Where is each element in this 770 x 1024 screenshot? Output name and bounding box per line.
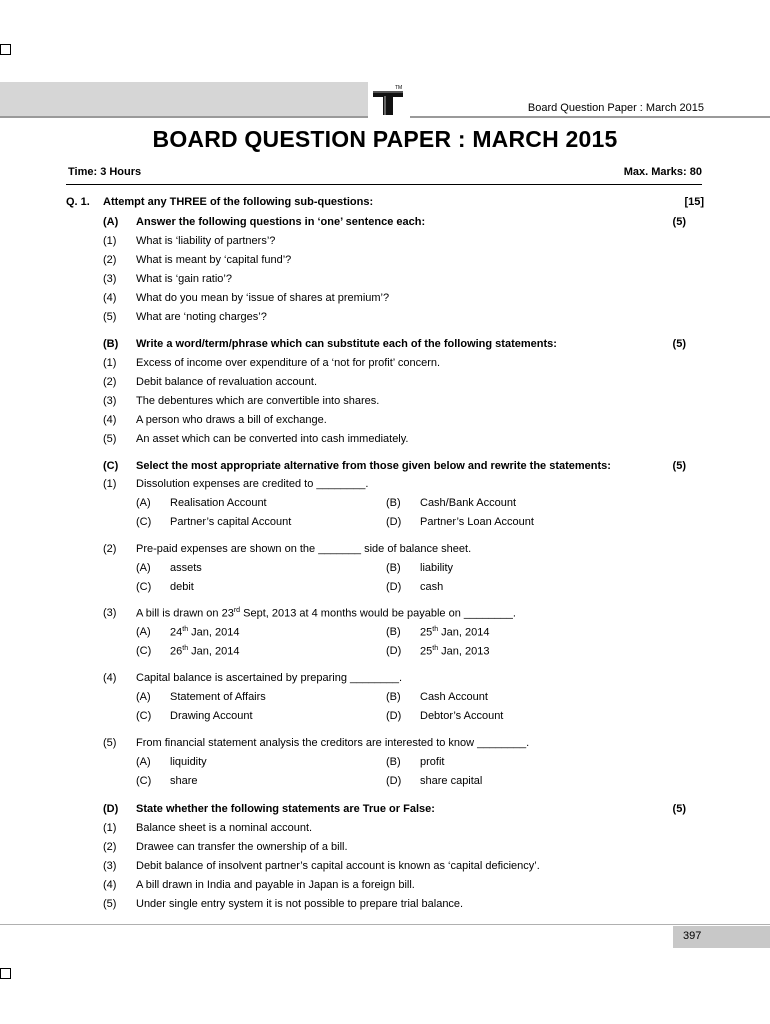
item-number: (4) [103, 414, 117, 426]
answer-option [136, 691, 356, 707]
item-number: (4) [103, 672, 117, 684]
option-day: 24 [170, 626, 183, 639]
publisher-logo [368, 82, 410, 118]
crop-mark-top [0, 44, 11, 55]
item-number: (2) [103, 543, 117, 555]
item-text: A person who draws a bill of exchange. [136, 414, 327, 426]
section-marks: (5) [672, 338, 686, 350]
option-text: Cash Account [420, 691, 488, 703]
option-date-rest: Jan, 2014 [188, 626, 240, 639]
section-heading [103, 803, 686, 819]
ordinal-suffix: th [432, 626, 439, 633]
option-letter: (C) [136, 581, 152, 593]
list-item [103, 395, 686, 411]
option-text: assets [170, 562, 202, 574]
list-item [103, 898, 686, 914]
option-text: Debtor’s Account [420, 710, 504, 722]
option-letter: (A) [136, 691, 151, 703]
option-letter: (A) [136, 756, 151, 768]
list-item [103, 273, 686, 289]
option-text: cash [420, 581, 444, 593]
option-text: share [170, 775, 198, 787]
question-marks: [15] [684, 196, 704, 208]
option-text: Drawing Account [170, 710, 253, 722]
ordinal-suffix: th [182, 645, 189, 652]
question-1-header [66, 196, 704, 212]
list-item [103, 292, 686, 308]
item-number: (5) [103, 311, 117, 323]
answer-option [136, 756, 356, 772]
option-text: liquidity [170, 756, 207, 768]
item-number: (3) [103, 607, 117, 619]
answer-option [386, 775, 606, 791]
section-label: (C) [103, 460, 119, 472]
answer-option [386, 516, 606, 532]
option-text: Statement of Affairs [170, 691, 266, 703]
item-text: What is ‘gain ratio’? [136, 273, 232, 285]
option-date-rest: Jan, 2014 [188, 645, 240, 658]
option-text: profit [420, 756, 445, 768]
footer-divider [0, 924, 770, 925]
option-text: debit [170, 581, 194, 593]
option-day: 25 [420, 645, 433, 658]
answer-option [386, 626, 606, 642]
section-heading [103, 338, 686, 354]
item-number: (1) [103, 822, 117, 834]
running-header: Board Question Paper : March 2015 [527, 102, 704, 114]
mcq-question [103, 607, 686, 623]
answer-option [386, 710, 606, 726]
option-text [420, 645, 489, 658]
list-item [103, 879, 686, 895]
section-instruction: Write a word/term/phrase which can substitute each of the following statements: [136, 338, 557, 350]
item-number: (3) [103, 395, 117, 407]
section-instruction: State whether the following statements are True or False: [136, 803, 435, 815]
option-text: Partner’s Loan Account [420, 516, 534, 528]
item-text: Debit balance of revaluation account. [136, 376, 318, 388]
option-text [170, 626, 239, 639]
list-item [103, 254, 686, 270]
item-number: (1) [103, 235, 117, 247]
option-text: Partner’s capital Account [170, 516, 292, 528]
item-text: What is ‘liability of partners’? [136, 235, 276, 247]
item-number: (2) [103, 841, 117, 853]
mcq-question [103, 543, 686, 559]
mcq-question [103, 478, 686, 494]
answer-option [386, 562, 606, 578]
section-label: (A) [103, 216, 119, 228]
item-number: (5) [103, 898, 117, 910]
option-letter: (A) [136, 497, 151, 509]
list-item [103, 433, 686, 449]
answer-option [136, 710, 356, 726]
item-number: (5) [103, 737, 117, 749]
list-item [103, 357, 686, 373]
option-letter: (D) [386, 516, 402, 528]
page-title: BOARD QUESTION PAPER : MARCH 2015 [152, 126, 618, 152]
item-number: (5) [103, 433, 117, 445]
item-text: A bill drawn in India and payable in Japan is a foreign bill. [136, 879, 415, 891]
option-date-rest: Jan, 2014 [438, 626, 490, 639]
item-number: (1) [103, 357, 117, 369]
item-text: Pre-paid expenses are shown on the _______ side of balance sheet. [136, 543, 472, 555]
item-number: (3) [103, 273, 117, 285]
section-heading [103, 460, 686, 476]
item-text [136, 607, 516, 620]
item-text: Dissolution expenses are credited to ________. [136, 478, 369, 490]
answer-option [386, 581, 606, 597]
section-label: (B) [103, 338, 119, 350]
option-text: liability [420, 562, 454, 574]
item-text: Excess of income over expenditure of a ‘not for profit’ concern. [136, 357, 441, 369]
section-marks: (5) [672, 216, 686, 228]
answer-option [136, 516, 356, 532]
text-part: Sept, 2013 at 4 months would be payable on ________. [240, 607, 516, 620]
time-allowed: Time: 3 Hours [68, 166, 142, 178]
list-item [103, 235, 686, 251]
list-item [103, 414, 686, 430]
answer-option [386, 691, 606, 707]
item-text: The debentures which are convertible into shares. [136, 395, 380, 407]
option-letter: (B) [386, 562, 401, 574]
item-number: (2) [103, 376, 117, 388]
item-text: What are ‘noting charges’? [136, 311, 267, 323]
max-marks: Max. Marks: 80 [623, 166, 702, 178]
item-text: Drawee can transfer the ownership of a bill. [136, 841, 348, 853]
item-number: (2) [103, 254, 117, 266]
section-label: (D) [103, 803, 119, 815]
answer-option [386, 645, 606, 661]
item-text: Debit balance of insolvent partner’s capital account is known as ‘capital deficiency’. [136, 860, 540, 872]
section-heading [103, 216, 686, 232]
answer-option [386, 756, 606, 772]
question-number: Q. 1. [66, 196, 90, 208]
answer-option [136, 562, 356, 578]
answer-option [386, 497, 606, 513]
answer-option [136, 775, 356, 791]
answer-option [136, 581, 356, 597]
option-day: 26 [170, 645, 183, 658]
option-letter: (C) [136, 645, 152, 657]
option-letter: (C) [136, 775, 152, 787]
option-text: Realisation Account [170, 497, 267, 509]
logo-tm-mark: TM [395, 85, 403, 91]
text-part: A bill is drawn on 23 [136, 607, 234, 620]
ordinal-suffix: th [182, 626, 189, 633]
list-item [103, 376, 686, 392]
answer-option [136, 645, 356, 661]
mcq-question [103, 737, 686, 753]
option-letter: (B) [386, 497, 401, 509]
page-number: 397 [683, 930, 702, 942]
option-text: Cash/Bank Account [420, 497, 517, 509]
item-text: Under single entry system it is not possible to prepare trial balance. [136, 898, 464, 910]
ordinal-suffix: th [432, 645, 439, 652]
option-letter: (B) [386, 626, 401, 638]
section-instruction: Answer the following questions in ‘one’ sentence each: [136, 216, 426, 228]
option-letter: (B) [386, 691, 401, 703]
section-marks: (5) [672, 803, 686, 815]
mcq-question [103, 672, 686, 688]
item-number: (1) [103, 478, 117, 490]
section-instruction: Select the most appropriate alternative from those given below and rewrite the statements: [136, 460, 611, 472]
answer-option [136, 626, 356, 642]
option-letter: (D) [386, 775, 402, 787]
item-number: (4) [103, 292, 117, 304]
option-letter: (A) [136, 626, 151, 638]
crop-mark-bottom [0, 968, 11, 979]
item-text: From financial statement analysis the creditors are interested to know ________. [136, 737, 530, 749]
option-letter: (B) [386, 756, 401, 768]
option-letter: (D) [386, 710, 402, 722]
answer-option [136, 497, 356, 513]
option-text: share capital [420, 775, 483, 787]
option-text [420, 626, 489, 639]
list-item [103, 311, 686, 327]
option-letter: (A) [136, 562, 151, 574]
list-item [103, 822, 686, 838]
item-number: (4) [103, 879, 117, 891]
section-marks: (5) [672, 460, 686, 472]
item-text: Capital balance is ascertained by preparing ________. [136, 672, 403, 684]
page-number-tab [673, 926, 770, 948]
option-letter: (D) [386, 645, 402, 657]
item-number: (3) [103, 860, 117, 872]
option-date-rest: Jan, 2013 [438, 645, 490, 658]
option-letter: (D) [386, 581, 402, 593]
list-item [103, 841, 686, 857]
ordinal-suffix: rd [233, 607, 241, 614]
option-letter: (C) [136, 516, 152, 528]
item-text: What do you mean by ‘issue of shares at premium’? [136, 292, 390, 304]
item-text: An asset which can be converted into cash immediately. [136, 433, 409, 445]
option-text [170, 645, 239, 658]
exam-meta [66, 166, 702, 185]
question-instruction: Attempt any THREE of the following sub-questions: [103, 196, 374, 208]
option-letter: (C) [136, 710, 152, 722]
item-text: Balance sheet is a nominal account. [136, 822, 313, 834]
item-text: What is meant by ‘capital fund’? [136, 254, 292, 266]
list-item [103, 860, 686, 876]
option-day: 25 [420, 626, 433, 639]
